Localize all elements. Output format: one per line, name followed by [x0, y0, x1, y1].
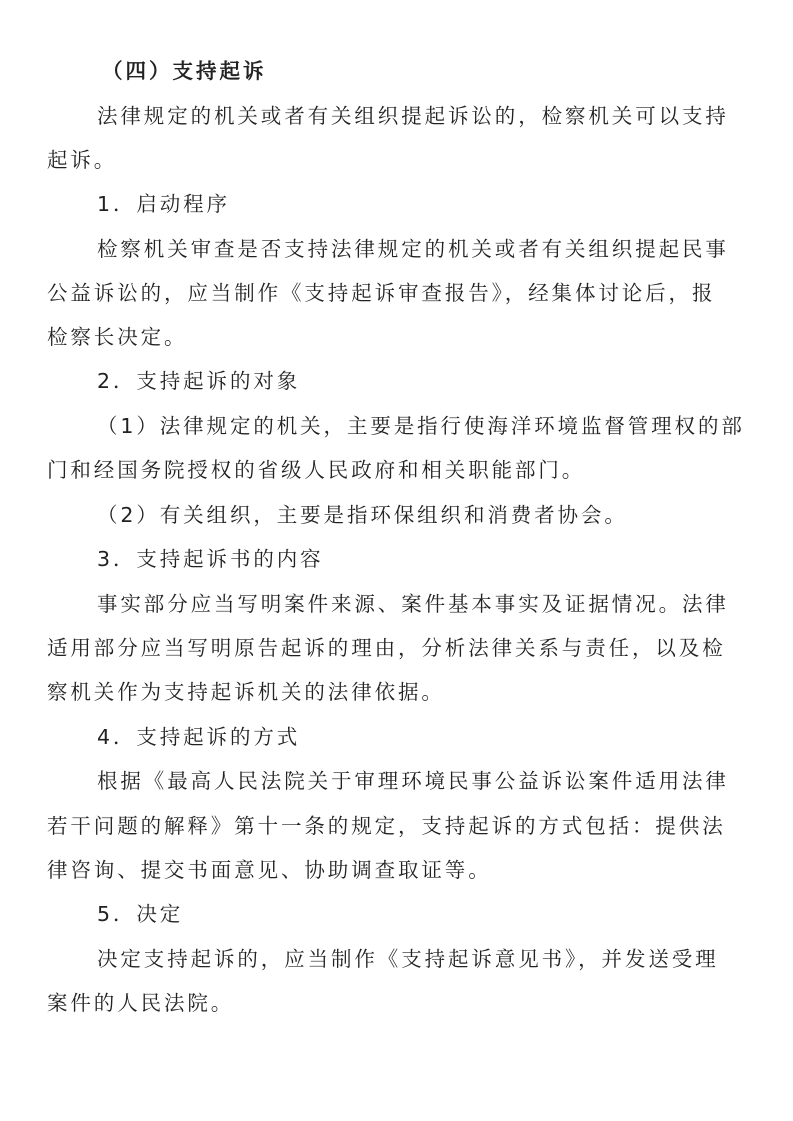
- section-title: （四）支持起诉: [102, 59, 267, 83]
- paragraph-line: 门和经国务院授权的省级人民政府和相关职能部门。: [47, 458, 586, 482]
- paragraph-line: 适用部分应当写明原告起诉的理由，分析法律关系与责任，以及检: [47, 636, 726, 660]
- paragraph-line: 检察长决定。: [47, 325, 188, 349]
- item-heading: 1．启动程序: [97, 192, 230, 216]
- paragraph-line: 事实部分应当写明案件来源、案件基本事实及证据情况。法律: [97, 592, 729, 616]
- paragraph-line: 律咨询、提交书面意见、协助调查取证等。: [47, 858, 492, 882]
- paragraph-line: 察机关作为支持起诉机关的法律依据。: [47, 680, 445, 704]
- paragraph-line: 根据《最高人民法院关于审理环境民事公益诉讼案件适用法律: [97, 769, 729, 793]
- paragraph-line: （2）有关组织，主要是指环保组织和消费者协会。: [97, 503, 628, 527]
- paragraph-line: 检察机关审查是否支持法律规定的机关或者有关组织提起民事: [97, 237, 729, 261]
- paragraph-line: 若干问题的解释》第十一条的规定，支持起诉的方式包括：提供法: [47, 814, 726, 838]
- item-heading: 2．支持起诉的对象: [97, 369, 301, 393]
- paragraph-line: 法律规定的机关或者有关组织提起诉讼的，检察机关可以支持: [97, 104, 729, 128]
- item-heading: 5．决定: [97, 902, 184, 926]
- item-heading: 4．支持起诉的方式: [97, 725, 301, 749]
- paragraph-line: （1）法律规定的机关，主要是指行使海洋环境监督管理权的部: [97, 414, 745, 438]
- paragraph-line: 公益诉讼的，应当制作《支持起诉审查报告》，经集体讨论后，报: [47, 281, 716, 305]
- paragraph-line: 起诉。: [47, 148, 118, 172]
- item-heading: 3．支持起诉书的内容: [97, 547, 324, 571]
- paragraph-line: 案件的人民法院。: [47, 991, 235, 1015]
- paragraph-line: 决定支持起诉的，应当制作《支持起诉意见书》，并发送受理: [97, 947, 719, 971]
